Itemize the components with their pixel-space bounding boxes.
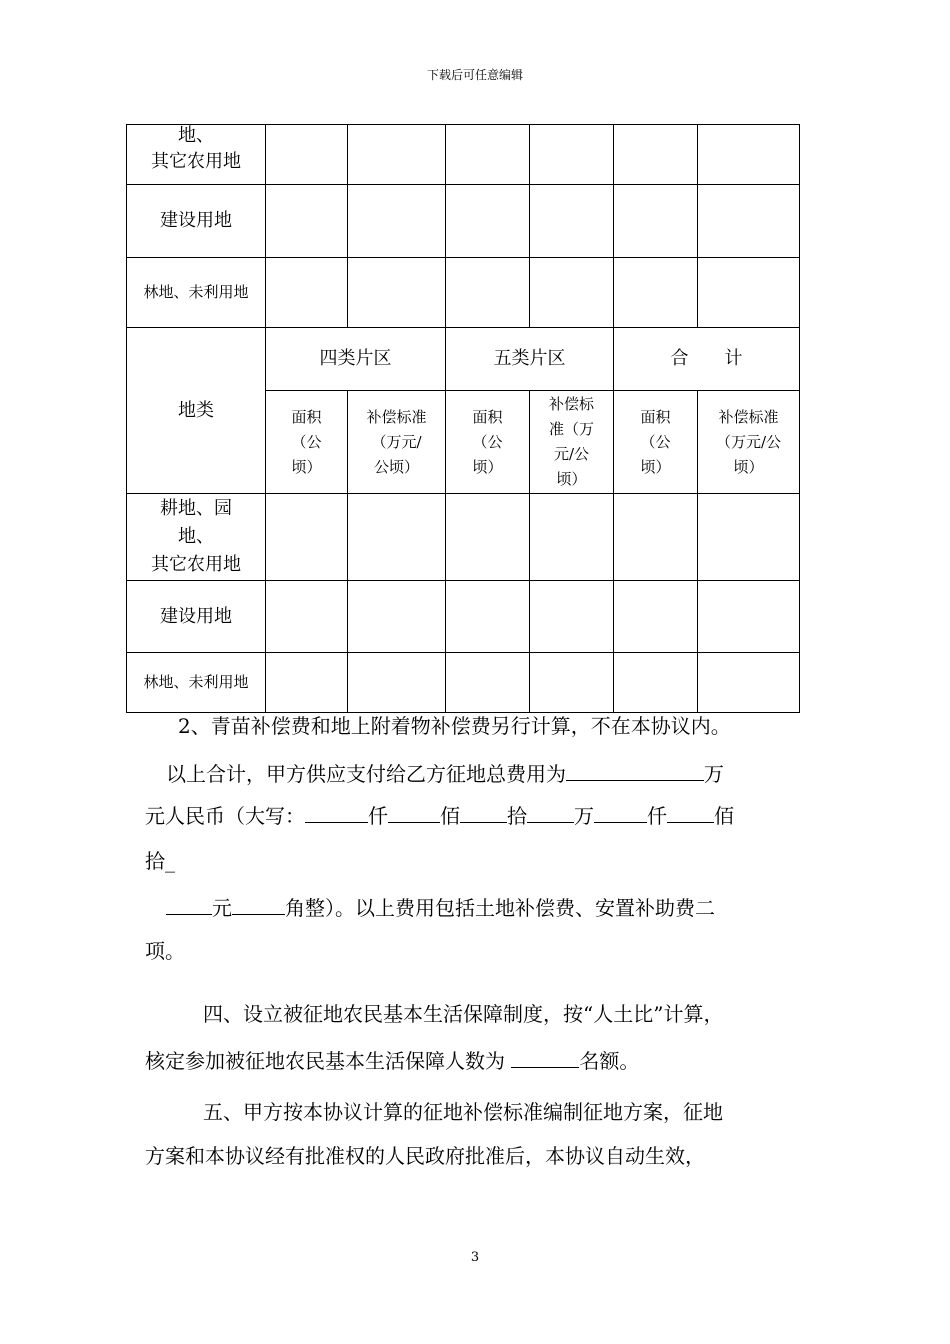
label-line: 其它农用地	[151, 151, 241, 172]
page-header: 下载后可任意编辑	[426, 68, 523, 82]
label-line: 顷）	[733, 457, 764, 476]
label-line: 公顷）	[373, 457, 419, 476]
blank-field	[527, 802, 574, 823]
paragraph-section-four-cont	[145, 1047, 805, 1074]
group-header-total: 合 计	[614, 328, 800, 391]
text: 名额。	[579, 1049, 640, 1073]
table-cell	[348, 494, 446, 581]
table-cell	[698, 653, 800, 713]
paragraph-total-fee	[166, 760, 826, 787]
table-cell	[698, 581, 800, 653]
label-line: 面积	[640, 407, 671, 426]
land-type-cell: 林地、未利用地	[127, 653, 266, 713]
land-type-cell: 建设用地	[127, 185, 266, 258]
label-line: 地、	[178, 526, 214, 547]
label-line: 面积	[291, 407, 322, 426]
table-cell	[530, 185, 614, 258]
label-line: 补偿标准	[718, 407, 779, 426]
label-line: 面积	[472, 407, 503, 426]
table-cell	[614, 653, 698, 713]
label-line: （公	[640, 432, 671, 451]
label-line: （公	[472, 432, 503, 451]
table-cell	[446, 258, 530, 328]
row-header-cell: 地类	[127, 328, 266, 494]
table-row	[127, 258, 800, 328]
text: 以上合计，甲方供应支付给乙方征地总费用为	[166, 762, 566, 786]
blank-headcount	[511, 1047, 579, 1068]
table-cell	[266, 653, 348, 713]
table-cell	[614, 185, 698, 258]
table-cell	[614, 494, 698, 581]
table-cell	[698, 185, 800, 258]
label-line: 准（万	[548, 420, 594, 438]
compensation-table	[126, 124, 800, 713]
table-cell	[530, 125, 614, 185]
text: 元人民币（大写：	[145, 804, 305, 828]
text: 核定参加被征地农民基本生活保障人数为	[145, 1049, 505, 1073]
table-row	[127, 581, 800, 653]
label-line: 耕地、园	[160, 498, 232, 519]
label-line: 顷）	[640, 457, 671, 476]
land-type-cell	[127, 125, 266, 185]
label-line: 顷）	[556, 470, 587, 488]
land-type-cell: 建设用地	[127, 581, 266, 653]
table-cell	[530, 494, 614, 581]
table-cell	[530, 581, 614, 653]
blank-field	[166, 894, 212, 915]
table-cell	[266, 185, 348, 258]
table-cell	[530, 653, 614, 713]
table-cell	[446, 653, 530, 713]
table-cell	[446, 125, 530, 185]
land-type-cell: 林地、未利用地	[127, 258, 266, 328]
table-cell	[348, 581, 446, 653]
group-header-five: 五类片区	[446, 328, 614, 391]
text: 拾	[507, 804, 527, 828]
paragraph-section-five: 五、甲方按本协议计算的征地补偿标准编制征地方案，征地	[203, 1100, 723, 1124]
table-row	[127, 185, 800, 258]
blank-field	[232, 894, 285, 915]
label-line: 顷）	[291, 457, 322, 476]
paragraph-amount-line3	[166, 894, 826, 921]
blank-field	[305, 802, 368, 823]
table-cell	[698, 258, 800, 328]
text: 万	[704, 762, 724, 786]
paragraph-amount-line2: 拾_	[145, 849, 175, 873]
table-cell	[614, 581, 698, 653]
table-row	[127, 653, 800, 713]
blank-field	[594, 802, 647, 823]
text: 角整）。以上费用包括土地补偿费、安置补助费二	[285, 896, 715, 920]
table-cell	[614, 258, 698, 328]
table-cell	[266, 125, 348, 185]
text: 佰	[714, 804, 734, 828]
table-cell	[446, 581, 530, 653]
text: 佰	[440, 804, 460, 828]
group-header-four: 四类片区	[266, 328, 446, 391]
table-cell	[348, 125, 446, 185]
label-line: 补偿标	[548, 395, 594, 413]
table-row	[127, 125, 800, 185]
label-line: （万元/	[371, 432, 422, 451]
table-cell	[446, 185, 530, 258]
table-cell	[266, 581, 348, 653]
subheader-standard	[698, 391, 800, 494]
label-line: 元/公	[553, 445, 590, 463]
text: 仟	[647, 804, 667, 828]
table-cell	[266, 258, 348, 328]
subheader-standard	[348, 391, 446, 494]
paragraph-amount-in-words	[145, 802, 805, 829]
table-cell	[614, 125, 698, 185]
blank-field	[460, 802, 507, 823]
label-line: 其它农用地	[151, 554, 241, 575]
subheader-standard	[530, 391, 614, 494]
page-number: 3	[470, 1250, 480, 1265]
paragraph-section-four: 四、设立被征地农民基本生活保障制度，按“人土比”计算，	[203, 1002, 724, 1026]
table-cell	[530, 258, 614, 328]
table-cell	[446, 494, 530, 581]
subheader-area	[446, 391, 530, 494]
paragraph-amount-line4: 项。	[145, 939, 185, 963]
paragraph-section-five-cont: 方案和本协议经有批准权的人民政府批准后，本协议自动生效，	[145, 1144, 705, 1168]
table-header-row	[127, 328, 800, 391]
land-type-cell	[127, 494, 266, 581]
paragraph-crop-compensation: 2、青苗补偿费和地上附着物补偿费另行计算，不在本协议内。	[178, 714, 731, 738]
subheader-area	[266, 391, 348, 494]
label-line: 地、	[178, 125, 214, 146]
table-cell	[266, 494, 348, 581]
label-line: 补偿标准	[366, 407, 427, 426]
table-cell	[348, 258, 446, 328]
table-cell	[698, 125, 800, 185]
table-cell	[348, 653, 446, 713]
table-cell	[698, 494, 800, 581]
text: 仟	[368, 804, 388, 828]
label-line: （万元/公	[715, 432, 782, 451]
table-cell	[348, 185, 446, 258]
table-row	[127, 494, 800, 581]
label-line: （公	[291, 432, 322, 451]
blank-field	[667, 802, 714, 823]
label-line: 顷）	[472, 457, 503, 476]
subheader-area	[614, 391, 698, 494]
text: 万	[574, 804, 594, 828]
text: 元	[212, 896, 232, 920]
blank-field	[388, 802, 440, 823]
blank-total-amount	[566, 760, 704, 781]
